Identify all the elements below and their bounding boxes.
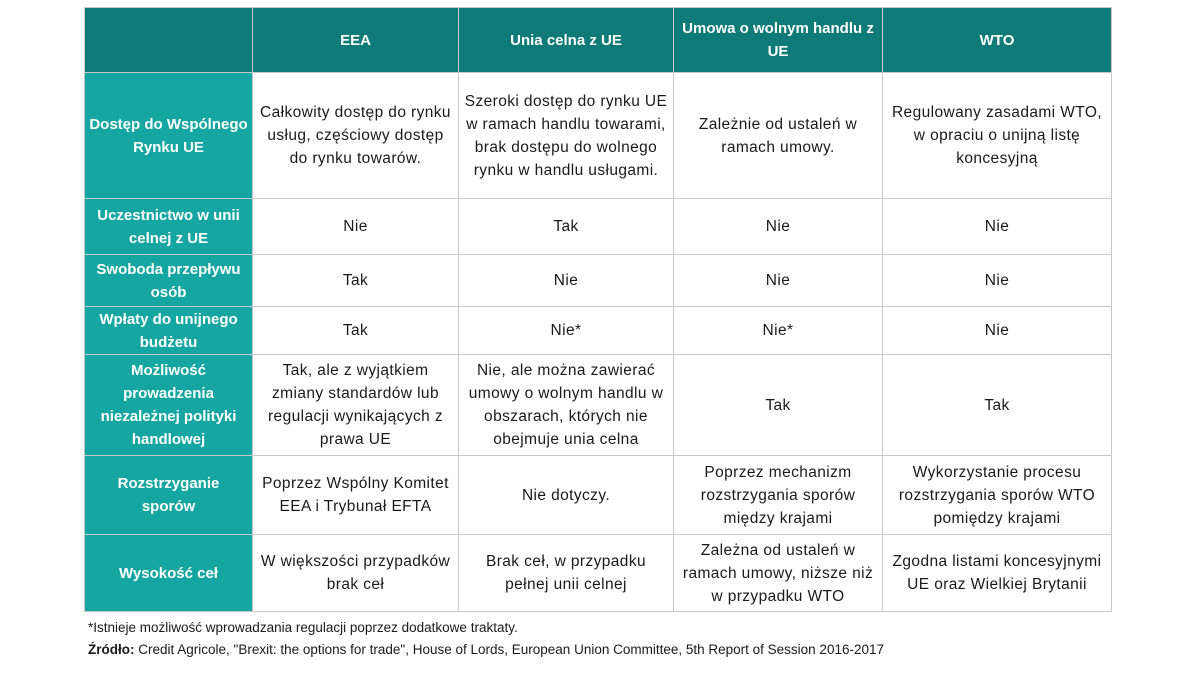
table-cell: Szeroki dostęp do rynku UE w ramach handlu towarami, brak dostępu do wolnego rynku w handlu usługami. (459, 73, 674, 199)
source-text: Credit Agricole, "Brexit: the options for trade", House of Lords, European Union Committee, 5th Report of Session 2016-2017 (134, 642, 884, 657)
table-row (85, 255, 1112, 307)
column-header-eea: EEA (253, 8, 459, 73)
table-cell: Tak (883, 355, 1112, 456)
header-row (85, 8, 1112, 73)
source-label: Źródło: (88, 642, 135, 657)
row-header-tariffs: Wysokość ceł (85, 535, 253, 612)
table-cell: Tak, ale z wyjątkiem zmiany standardów lub regulacji wynikających z prawa UE (253, 355, 459, 456)
table-footer (88, 617, 884, 661)
table-cell: Poprzez mechanizm rozstrzygania sporów między krajami (674, 456, 883, 535)
table-cell: Całkowity dostęp do rynku usług, częściowy dostęp do rynku towarów. (253, 73, 459, 199)
table-cell: Tak (674, 355, 883, 456)
table-cell: Regulowany zasadami WTO, w opraciu o unijną listę koncesyjną (883, 73, 1112, 199)
table-cell: Nie (883, 199, 1112, 255)
table-row (85, 307, 1112, 355)
table-cell: Nie* (459, 307, 674, 355)
table-cell: Zgodna listami koncesyjnymi UE oraz Wielkiej Brytanii (883, 535, 1112, 612)
row-header-disputes: Rozstrzyganie sporów (85, 456, 253, 535)
table-row (85, 456, 1112, 535)
table-row (85, 73, 1112, 199)
table-cell: Nie, ale można zawierać umowy o wolnym handlu w obszarach, których nie obejmuje unia celna (459, 355, 674, 456)
column-header-customs-union: Unia celna z UE (459, 8, 674, 73)
table-cell: Nie (883, 255, 1112, 307)
table-cell: Poprzez Wspólny Komitet EEA i Trybunał EFTA (253, 456, 459, 535)
table-row (85, 535, 1112, 612)
table-cell: Zależna od ustaleń w ramach umowy, niższe niż w przypadku WTO (674, 535, 883, 612)
source-line (88, 639, 884, 661)
table-cell: Nie (674, 255, 883, 307)
table-cell: Nie (253, 199, 459, 255)
table-cell: Tak (253, 307, 459, 355)
table-row (85, 355, 1112, 456)
table-row (85, 199, 1112, 255)
row-header-customs-union: Uczestnictwo w unii celnej z UE (85, 199, 253, 255)
column-header-wto: WTO (883, 8, 1112, 73)
table-cell: Nie* (674, 307, 883, 355)
table-cell: W większości przypadków brak ceł (253, 535, 459, 612)
row-header-free-movement: Swoboda przepływu osób (85, 255, 253, 307)
table-cell: Nie (674, 199, 883, 255)
row-header-trade-policy: Możliwość prowadzenia niezależnej polityki handlowej (85, 355, 253, 456)
table-cell: Nie (459, 255, 674, 307)
row-header-budget: Wpłaty do unijnego budżetu (85, 307, 253, 355)
table-cell: Brak ceł, w przypadku pełnej unii celnej (459, 535, 674, 612)
table-cell: Wykorzystanie procesu rozstrzygania sporów WTO pomiędzy krajami (883, 456, 1112, 535)
table-cell: Tak (459, 199, 674, 255)
table-cell: Tak (253, 255, 459, 307)
comparison-table-container (84, 7, 1111, 612)
brexit-options-table (84, 7, 1112, 612)
column-header-fta: Umowa o wolnym handlu z UE (674, 8, 883, 73)
row-header-market-access: Dostęp do Wspólnego Rynku UE (85, 73, 253, 199)
table-cell: Nie (883, 307, 1112, 355)
table-cell: Zależnie od ustaleń w ramach umowy. (674, 73, 883, 199)
table-cell: Nie dotyczy. (459, 456, 674, 535)
footnote: *Istnieje możliwość wprowadzania regulacji poprzez dodatkowe traktaty. (88, 620, 518, 635)
header-corner (85, 8, 253, 73)
